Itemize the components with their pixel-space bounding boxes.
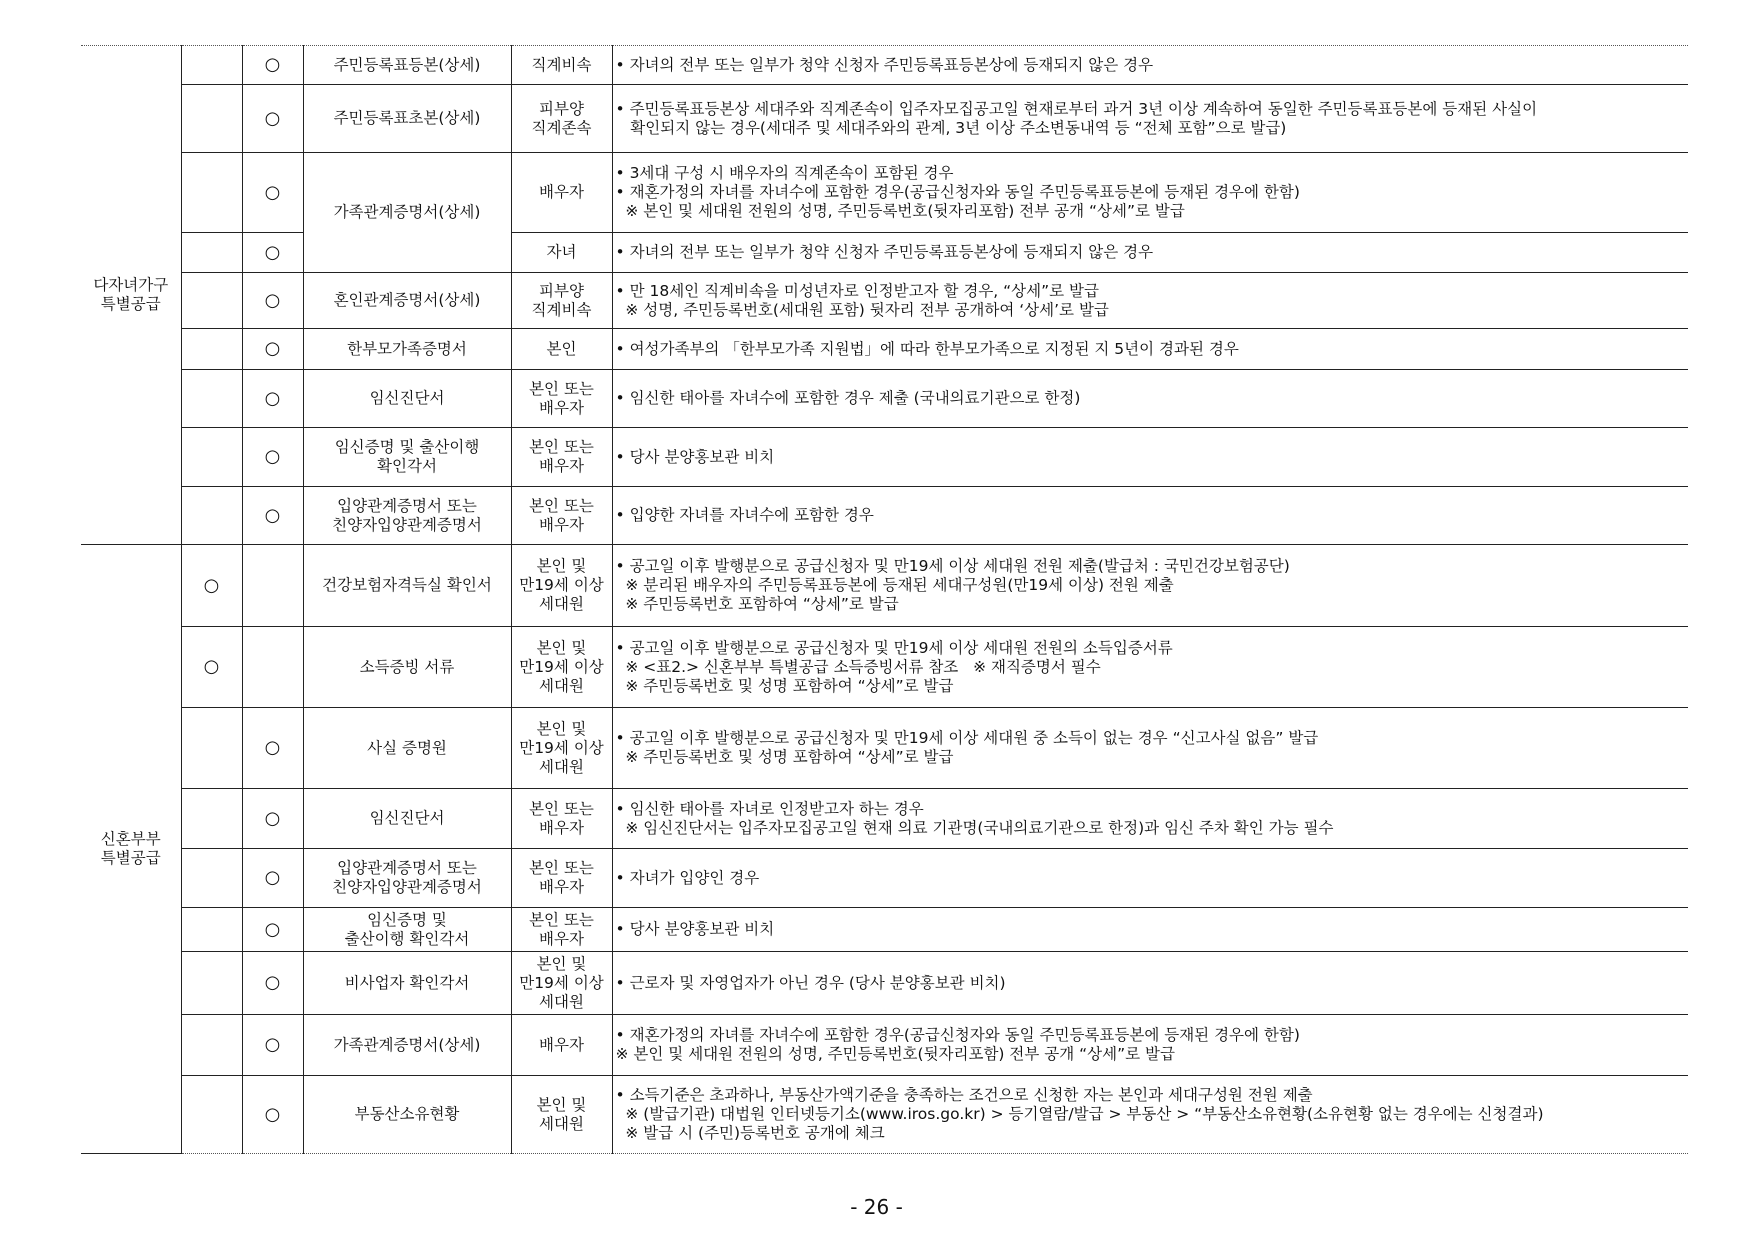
target-person (511, 273, 612, 329)
document-name-line: 임신진단서 (369, 809, 445, 827)
notes (612, 233, 1688, 273)
required-mark-b (242, 85, 303, 153)
note-line: ※ 주민등록번호 및 성명 포함하여 “상세”로 발급 (615, 748, 954, 766)
document-name (303, 329, 511, 370)
table-row (81, 370, 1688, 428)
target-person-line: 본인 또는 (529, 379, 594, 398)
target-person-line: 본인 및 (536, 954, 587, 973)
document-name (303, 545, 511, 627)
target-person (511, 952, 612, 1015)
note-line: ※ 주민등록번호 및 성명 포함하여 “상세”로 발급 (615, 676, 954, 695)
note-line: ※ 성명, 주민등록번호(세대원 포함) 뒷자리 전부 공개하여 ‘상세’로 발급 (615, 300, 1109, 319)
target-person-line: 직계비속 (531, 55, 592, 74)
target-person-line: 본인 또는 (529, 438, 594, 456)
document-name-line: 혼인관계증명서(상세) (333, 291, 481, 309)
target-person (511, 627, 612, 708)
category-label-line: 다자녀가구 (93, 276, 169, 294)
required-mark-a (181, 153, 242, 233)
required-mark-b (242, 1015, 303, 1076)
circle-mark-icon: ○ (264, 807, 281, 829)
table-row (81, 487, 1688, 545)
target-person-line: 배우자 (539, 515, 584, 534)
page-number: - 26 - (850, 1195, 903, 1219)
category-newlywed (81, 545, 181, 1154)
required-mark-a (181, 789, 242, 849)
notes (612, 708, 1688, 789)
document-name (303, 952, 511, 1015)
circle-mark-icon: ○ (203, 574, 220, 596)
target-person-line: 본인 또는 (529, 799, 594, 818)
note-line: • 입양한 자녀를 자녀수에 포함한 경우 (615, 506, 874, 524)
document-name (303, 428, 511, 487)
target-person (511, 1015, 612, 1076)
target-person-line: 만19세 이상 (519, 973, 604, 992)
note-line: • 자녀가 입양인 경우 (615, 868, 760, 887)
required-documents-table (81, 45, 1688, 1154)
table-row (81, 273, 1688, 329)
target-person-line: 본인 또는 (529, 859, 594, 877)
target-person-line: 본인 및 (536, 719, 587, 738)
notes (612, 329, 1688, 370)
notes (612, 153, 1688, 233)
table-row (81, 908, 1688, 952)
required-mark-b (242, 789, 303, 849)
table-row (81, 545, 1688, 627)
circle-mark-icon: ○ (264, 972, 281, 993)
notes (612, 849, 1688, 908)
notes (612, 273, 1688, 329)
note-line: 확인되지 않는 경우(세대주 및 세대주와의 관계, 3년 이상 주소변동내역 등 “전체 포함”으로 발급) (615, 118, 1287, 137)
table-row (81, 789, 1688, 849)
notes (612, 428, 1688, 487)
circle-mark-icon: ○ (264, 241, 281, 263)
target-person-line: 본인 또는 (529, 496, 594, 515)
circle-mark-icon: ○ (264, 918, 281, 940)
target-person-line: 피부양 (539, 281, 584, 300)
required-mark-a (181, 545, 242, 627)
document-name (303, 370, 511, 428)
target-person-line: 피부양 (539, 99, 584, 118)
circle-mark-icon: ○ (264, 54, 281, 75)
circle-mark-icon: ○ (264, 107, 281, 129)
notes (612, 545, 1688, 627)
note-line: • 공고일 이후 발행분으로 공급신청자 및 만19세 이상 세대원 중 소득이 없는 경우 “신고사실 없음” 발급 (615, 729, 1319, 747)
note-line: ※ 본인 및 세대원 전원의 성명, 주민등록번호(뒷자리포함) 전부 공개 “상세”로 발급 (615, 202, 1185, 220)
document-name (303, 849, 511, 908)
category-label-line: 특별공급 (100, 295, 161, 313)
circle-mark-icon: ○ (264, 387, 281, 409)
required-mark-b (242, 1076, 303, 1154)
category-label-line: 신혼부부 (100, 830, 161, 848)
note-line: • 여성가족부의 「한부모가족 지원법」에 따라 한부모가족으로 지정된 지 5년이 경과된 경우 (615, 339, 1239, 358)
document-name-line: 임신증명 및 (367, 910, 447, 929)
table-row (81, 849, 1688, 908)
document-name-line: 부동산소유현황 (354, 1105, 460, 1123)
target-person (511, 370, 612, 428)
table-row (81, 46, 1688, 85)
document-name (303, 1015, 511, 1076)
required-mark-b (242, 46, 303, 85)
note-line: • 재혼가정의 자녀를 자녀수에 포함한 경우(공급신청자와 동일 주민등록표등본에 등재된 경우에 한함) (615, 1026, 1300, 1044)
note-line: • 3세대 구성 시 배우자의 직계존속이 포함된 경우 (615, 164, 954, 182)
document-name (303, 627, 511, 708)
circle-mark-icon: ○ (264, 1034, 281, 1055)
notes (612, 908, 1688, 952)
required-mark-a (181, 952, 242, 1015)
target-person (511, 545, 612, 627)
note-line: ※ (발급기관) 대법원 인터넷등기소(www.iros.go.kr) > 등기열람/발급 > 부동산 > “부동산소유현황(소유현황 없는 경우에는 신청결과) (615, 1105, 1544, 1123)
required-mark-a (181, 233, 242, 273)
document-name-line: 가족관계증명서(상세) (333, 1035, 481, 1054)
target-person (511, 46, 612, 85)
note-line: ※ <표2.> 신혼부부 특별공급 소득증빙서류 참조 ※ 재직증명서 필수 (615, 657, 1101, 676)
document-name-line: 소득증빙 서류 (359, 657, 455, 676)
document-name-line: 확인각서 (377, 457, 437, 475)
note-line: ※ 임신진단서는 입주자모집공고일 현재 의료 기관명(국내의료기관으로 한정)과 임신 주차 확인 가능 필수 (615, 818, 1334, 837)
circle-mark-icon: ○ (264, 289, 281, 311)
note-line: • 만 18세인 직계비속을 미성년자로 인정받고자 할 경우, “상세”로 발급 (615, 281, 1099, 300)
circle-mark-icon: ○ (264, 504, 281, 526)
target-person-line: 본인 및 (536, 557, 587, 575)
required-mark-a (181, 85, 242, 153)
document-name-line: 출산이행 확인각서 (344, 929, 470, 948)
required-mark-b (242, 370, 303, 428)
target-person-line: 세대원 (539, 1114, 584, 1133)
target-person-line: 배우자 (539, 457, 584, 475)
notes (612, 85, 1688, 153)
notes (612, 789, 1688, 849)
document-name (303, 273, 511, 329)
target-person (511, 708, 612, 789)
note-line: ※ 발급 시 (주민)등록번호 공개에 체크 (615, 1124, 885, 1142)
category-label-line: 특별공급 (100, 849, 161, 867)
required-mark-a (181, 849, 242, 908)
document-name-line: 한부모가족증명서 (347, 339, 467, 358)
target-person-line: 본인 및 (536, 638, 587, 657)
document-name (303, 1076, 511, 1154)
document-name-line: 임신증명 및 출산이행 (334, 438, 480, 456)
document-name-line: 임신진단서 (369, 389, 445, 407)
target-person (511, 849, 612, 908)
notes (612, 487, 1688, 545)
required-mark-b (242, 849, 303, 908)
target-person-line: 배우자 (539, 1035, 584, 1054)
circle-mark-icon: ○ (203, 656, 220, 677)
target-person-line: 만19세 이상 (519, 738, 604, 757)
target-person-line: 자녀 (546, 243, 577, 261)
category-multi-child (81, 46, 181, 545)
table-row (81, 627, 1688, 708)
document-name (303, 708, 511, 789)
required-mark-b (242, 329, 303, 370)
note-line: • 재혼가정의 자녀를 자녀수에 포함한 경우(공급신청자와 동일 주민등록표등본에 등재된 경우에 한함) (615, 183, 1300, 201)
document-name (303, 789, 511, 849)
table-row (81, 952, 1688, 1015)
target-person (511, 789, 612, 849)
document-name (303, 908, 511, 952)
document-name-line: 비사업자 확인각서 (344, 973, 470, 992)
required-mark-a (181, 273, 242, 329)
note-line: • 근로자 및 자영업자가 아닌 경우 (당사 분양홍보관 비치) (615, 973, 1006, 992)
target-person (511, 233, 612, 273)
note-line: ※ 본인 및 세대원 전원의 성명, 주민등록번호(뒷자리포함) 전부 공개 “상세”로 발급 (615, 1045, 1176, 1063)
document-name-line: 사실 증명원 (367, 738, 447, 757)
note-line: • 자녀의 전부 또는 일부가 청약 신청자 주민등록표등본상에 등재되지 않은 경우 (615, 243, 1154, 261)
target-person-line: 배우자 (539, 398, 584, 417)
required-mark-b (242, 273, 303, 329)
target-person-line: 배우자 (539, 929, 584, 948)
note-line: ※ 분리된 배우자의 주민등록표등본에 등재된 세대구성원(만19세 이상) 전원 제출 (615, 576, 1174, 594)
required-mark-a (181, 329, 242, 370)
target-person-line: 세대원 (539, 676, 584, 695)
table-row (81, 1076, 1688, 1154)
target-person-line: 세대원 (539, 595, 584, 613)
target-person-line: 만19세 이상 (519, 576, 604, 594)
required-mark-b (242, 627, 303, 708)
note-line: • 공고일 이후 발행분으로 공급신청자 및 만19세 이상 세대원 전원 제출(발급처 : 국민건강보험공단) (615, 557, 1290, 575)
document-name-line: 건강보험자격득실 확인서 (322, 576, 492, 594)
notes (612, 627, 1688, 708)
circle-mark-icon: ○ (264, 338, 281, 359)
required-mark-b (242, 428, 303, 487)
table-row (81, 1015, 1688, 1076)
target-person-line: 직계비속 (531, 300, 592, 319)
notes (612, 370, 1688, 428)
note-line: ※ 주민등록번호 포함하여 “상세”로 발급 (615, 595, 899, 613)
required-mark-a (181, 908, 242, 952)
document-name (303, 46, 511, 85)
document-name-line: 입양관계증명서 또는 (337, 496, 477, 515)
target-person (511, 428, 612, 487)
target-person-line: 배우자 (539, 183, 584, 201)
required-mark-a (181, 1076, 242, 1154)
notes (612, 46, 1688, 85)
required-mark-b (242, 545, 303, 627)
table-row (81, 329, 1688, 370)
document-name-line: 친양자입양관계증명서 (332, 515, 482, 534)
required-mark-b (242, 487, 303, 545)
note-line: • 임신한 태아를 자녀로 인정받고자 하는 경우 (615, 799, 924, 818)
notes (612, 1076, 1688, 1154)
target-person (511, 85, 612, 153)
table-row (81, 708, 1688, 789)
document-name-line: 주민등록표초본(상세) (333, 109, 481, 127)
required-mark-b (242, 952, 303, 1015)
target-person (511, 329, 612, 370)
target-person-line: 직계존속 (531, 118, 592, 137)
circle-mark-icon: ○ (264, 1103, 281, 1125)
target-person-line: 배우자 (539, 878, 584, 896)
document-name-line: 주민등록표등본(상세) (333, 55, 481, 74)
note-line: • 당사 분양홍보관 비치 (615, 447, 775, 466)
table-row (81, 153, 1688, 233)
target-person (511, 153, 612, 233)
circle-mark-icon: ○ (264, 867, 281, 888)
note-line: • 소득기준은 초과하나, 부동산가액기준을 충족하는 조건으로 신청한 자는 본인과 세대구성원 전원 제출 (615, 1086, 1313, 1104)
notes (612, 952, 1688, 1015)
required-mark-b (242, 708, 303, 789)
target-person-line: 본인 및 (536, 1095, 587, 1114)
document-name-line: 가족관계증명서(상세) (333, 203, 481, 221)
document-name (303, 153, 511, 273)
document-name-line: 친양자입양관계증명서 (332, 878, 482, 896)
required-mark-a (181, 370, 242, 428)
target-person-line: 본인 또는 (529, 910, 594, 929)
required-mark-a (181, 1015, 242, 1076)
note-line: • 자녀의 전부 또는 일부가 청약 신청자 주민등록표등본상에 등재되지 않은 경우 (615, 55, 1154, 74)
required-mark-b (242, 153, 303, 233)
target-person (511, 487, 612, 545)
document-name (303, 85, 511, 153)
document-name (303, 487, 511, 545)
required-mark-a (181, 627, 242, 708)
required-mark-b (242, 908, 303, 952)
required-mark-a (181, 46, 242, 85)
required-mark-b (242, 233, 303, 273)
required-mark-a (181, 487, 242, 545)
note-line: • 당사 분양홍보관 비치 (615, 920, 775, 938)
table-row (81, 428, 1688, 487)
notes (612, 1015, 1688, 1076)
required-mark-a (181, 428, 242, 487)
circle-mark-icon: ○ (264, 737, 281, 758)
target-person-line: 배우자 (539, 818, 584, 837)
circle-mark-icon: ○ (264, 181, 281, 203)
document-name-line: 입양관계증명서 또는 (337, 859, 477, 877)
target-person-line: 세대원 (539, 757, 584, 776)
circle-mark-icon: ○ (264, 446, 281, 467)
target-person-line: 만19세 이상 (519, 657, 604, 676)
note-line: • 공고일 이후 발행분으로 공급신청자 및 만19세 이상 세대원 전원의 소득입증서류 (615, 638, 1173, 657)
target-person-line: 본인 (546, 339, 577, 358)
table-row (81, 85, 1688, 153)
target-person (511, 1076, 612, 1154)
note-line: • 임신한 태아를 자녀수에 포함한 경우 제출 (국내의료기관으로 한정) (615, 389, 1081, 407)
required-mark-a (181, 708, 242, 789)
target-person-line: 세대원 (539, 992, 584, 1011)
note-line: • 주민등록표등본상 세대주와 직계존속이 입주자모집공고일 현재로부터 과거 3년 이상 계속하여 동일한 주민등록표등본에 등재된 사실이 (615, 99, 1538, 118)
target-person (511, 908, 612, 952)
